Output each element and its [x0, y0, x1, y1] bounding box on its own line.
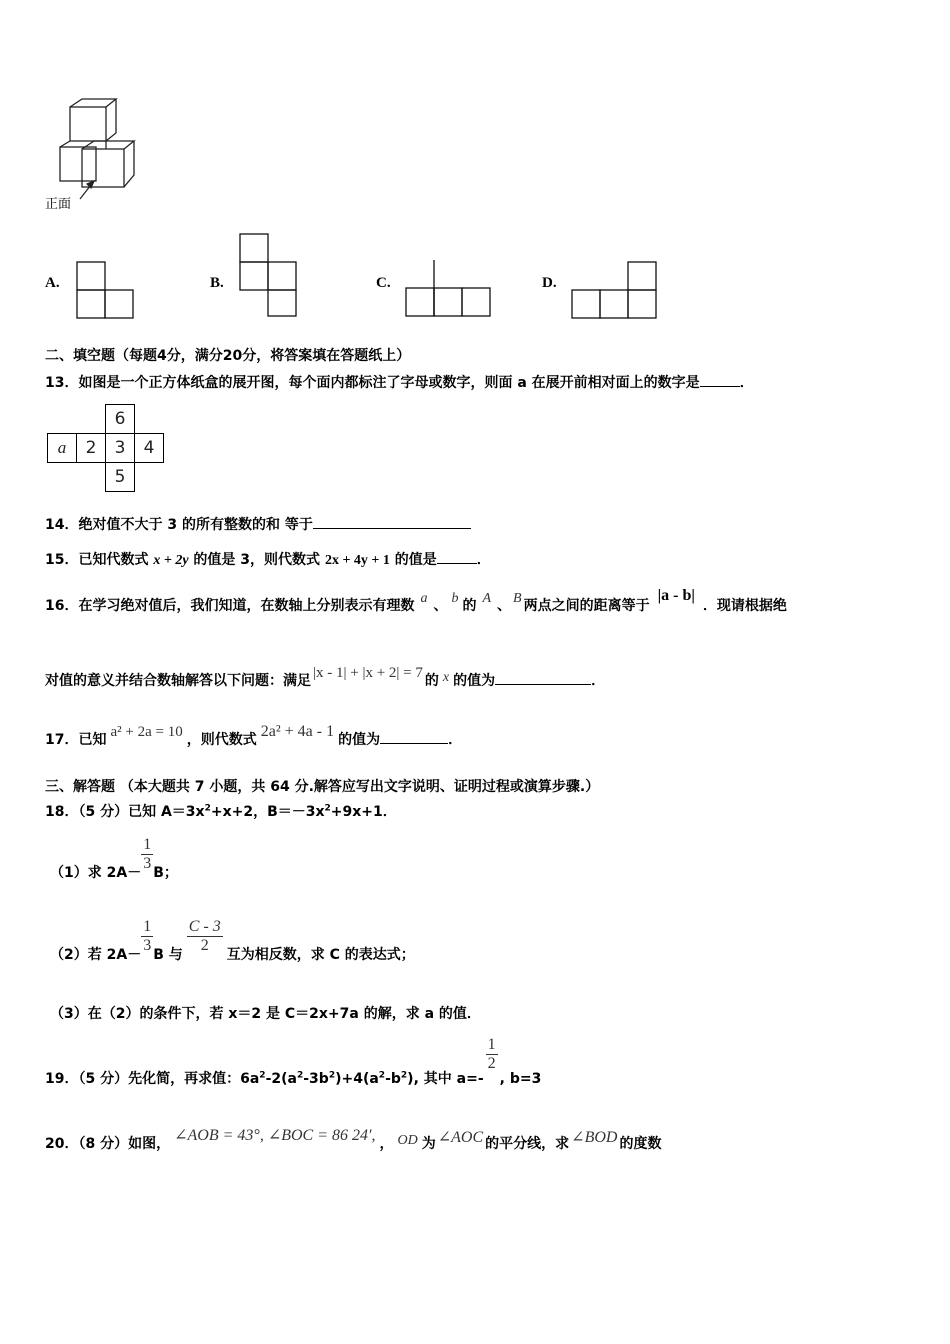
q15-expr2: 2x + 4y + 1	[324, 553, 390, 568]
section2-heading: 二、填空题（每题4分，满分20分，将答案填在答题纸上）	[45, 348, 411, 364]
q18-p1-pre: （1）求 2A－	[50, 864, 142, 881]
q17-mid: ，则代数式	[186, 732, 257, 748]
q18-p2-frac2	[187, 918, 223, 955]
option-c-figure	[404, 260, 494, 320]
q15-question	[45, 549, 491, 569]
q17-expr: 2a² + 4a - 1	[260, 723, 335, 740]
q13-text: 13．如图是一个正方体纸盒的展开图，每个面内都标注了字母或数字，则面 a 在展开前相对面上的数字是	[45, 375, 700, 391]
q16-A: A	[482, 591, 492, 606]
q19-pre: 19．（5 分）先化简，再求值：$6a^2-2(a^2-3b^2)+4(a^2-b^2)$, 其中 a=-	[45, 1069, 484, 1087]
q16-line2-post: 的值为	[453, 673, 496, 689]
q17-question	[45, 723, 463, 749]
q18-p1-frac-den: 3	[143, 855, 152, 872]
q20-eq: ∠AOB = 43°, ∠BOC = 86 24′,	[174, 1127, 376, 1144]
q18-p2-frac2-den: 2	[200, 937, 209, 954]
q16-B: B	[513, 591, 522, 606]
q18-part2	[50, 918, 415, 963]
q16-blank	[495, 670, 591, 685]
q18-stem: 18．（5 分）已知 $A=3x^2+x+2$，$B=-3x^2+9x+1$．	[45, 803, 397, 820]
q18-p2-frac	[141, 918, 153, 955]
section3-heading: 三、解答题 （本大题共 7 小题，共 64 分.解答应写出文字说明、证明过程或演算步骤.）	[45, 779, 600, 795]
q19-frac-den: 2	[487, 1055, 496, 1072]
option-d-label: D.	[542, 275, 557, 291]
q16-line2-pre: 对值的意义并结合数轴解答以下问题：满足	[45, 673, 311, 689]
q15-mid: 的值是 3，则代数式	[188, 552, 325, 568]
q16-sep2: 、	[497, 598, 512, 614]
net-cell-bottom: 5	[106, 463, 135, 492]
q16-line1	[45, 587, 787, 615]
q16-post: ．现请根据绝	[702, 598, 787, 614]
q18-p2-pre: （2）若 2A－	[50, 946, 142, 963]
q16-end: ．	[591, 673, 606, 689]
q15-blank	[437, 549, 477, 564]
q20-mid: 的平分线，求	[485, 1136, 570, 1152]
q16-line2-mid: 的	[424, 673, 439, 689]
q17-blank	[380, 729, 448, 744]
q20-od: OD	[397, 1133, 418, 1148]
q15-expr1: x + 2y	[153, 553, 189, 568]
q20-wei: 为	[421, 1136, 436, 1152]
q13-question	[45, 372, 754, 392]
option-a-label: A.	[45, 275, 60, 291]
q19-frac-num: 1	[487, 1036, 496, 1053]
q20-bod: ∠BOD	[571, 1129, 618, 1146]
net-cell-2: 2	[77, 434, 106, 463]
q18-p2-frac-den: 3	[143, 937, 152, 954]
q16-abs: |a - b|	[657, 587, 695, 604]
front-label: 正面	[45, 197, 72, 212]
q19-question	[45, 1036, 542, 1087]
q17-post: 的值为	[338, 732, 381, 748]
q18-p2-frac-num: 1	[143, 918, 152, 935]
q16-mid: 两点之间的距离等于	[523, 598, 650, 614]
q18-p2-frac2-num: C - 3	[188, 918, 221, 935]
q19-post: , b=3	[499, 1070, 542, 1087]
option-c-label: C.	[376, 275, 391, 291]
q16-x: x	[442, 670, 450, 685]
option-b-figure	[238, 232, 298, 318]
q20-pre: 20．（8 分）如图，	[45, 1136, 171, 1152]
q16-de: 的	[462, 598, 477, 614]
q13-net	[47, 404, 164, 492]
q17-eq: a² + 2a = 10	[110, 724, 183, 740]
q17-end: ．	[448, 732, 463, 748]
q19-frac	[486, 1036, 498, 1073]
q18-p2-mid: B 与	[153, 946, 183, 963]
q15-end: ．	[476, 552, 491, 568]
q16-a: a	[420, 591, 428, 606]
q14-question	[45, 514, 471, 534]
q18-p1-frac-num: 1	[143, 836, 152, 853]
q20-aoc: ∠AOC	[437, 1129, 484, 1146]
q18-p1-post: B；	[153, 864, 178, 881]
q15-post: 的值是	[389, 552, 437, 568]
q13-end: ．	[739, 375, 754, 391]
q14-text: 14．绝对值不大于 3 的所有整数的和 等于	[45, 517, 313, 533]
net-cell-4: 4	[135, 434, 164, 463]
q20-question: 20．（8 分）如图， ∠AOB = 43°, ∠BOC = 86 24′, ， OD 为 ∠AOC 的平分线，求 ∠BOD 的度数	[45, 1127, 662, 1152]
net-cell-3: 3	[106, 434, 135, 463]
q16-pre: 16．在学习绝对值后，我们知道，在数轴上分别表示有理数	[45, 598, 415, 614]
q16-sep1: 、	[433, 598, 448, 614]
q16-b: b	[451, 591, 459, 606]
option-d-figure	[570, 260, 660, 320]
q18-p2-post: 互为相反数，求 C 的表达式；	[226, 946, 415, 963]
q18-part3: （3）在（2）的条件下，若 x＝2 是 C＝2x+7a 的解，求 a 的值．	[50, 1006, 481, 1022]
net-cell-top: 6	[106, 405, 135, 434]
q13-blank	[700, 372, 740, 387]
option-a-figure	[75, 260, 135, 320]
net-cell-a: a	[48, 434, 77, 463]
q15-pre: 15．已知代数式	[45, 552, 154, 568]
q18-part1	[50, 836, 178, 881]
q18-p1-frac	[141, 836, 153, 873]
option-b-label: B.	[210, 275, 224, 291]
q16-eq: |x - 1| + |x + 2| = 7	[313, 665, 423, 681]
q20-post: 的度数	[619, 1136, 662, 1152]
q14-blank	[313, 514, 471, 529]
q16-line2	[45, 665, 606, 690]
q17-pre: 17．已知	[45, 732, 107, 748]
